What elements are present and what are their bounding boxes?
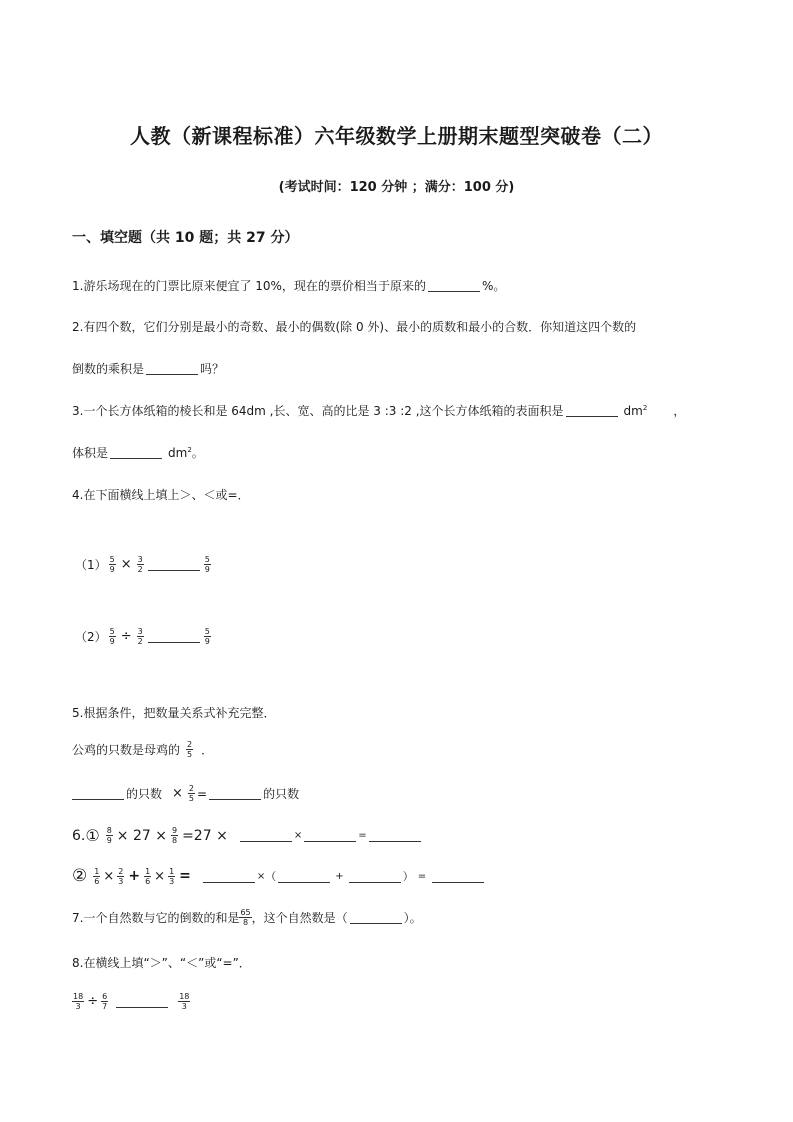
q5-text: 5.根据条件，把数量关系式补充完整．: [72, 706, 276, 720]
divide-sign: ÷: [87, 994, 99, 1009]
fraction: $\frac{18}{3}$: [73, 992, 84, 1011]
q7-answer-blank[interactable]: [350, 911, 402, 924]
multiply-sign: ×: [120, 557, 132, 572]
q3-unit-2: $dm^2$: [168, 445, 192, 460]
fraction: $\frac{3}{2}$: [137, 627, 143, 646]
fraction: $\frac{2}{5}$: [187, 740, 193, 759]
plus-sign: +: [128, 868, 141, 884]
question-1: [72, 277, 505, 294]
question-3-line-1: [72, 402, 685, 419]
multiply-sign: ×: [103, 868, 115, 884]
q3-text-2: 体积是: [72, 446, 109, 460]
question-3-line-2: [72, 444, 204, 461]
q6-expr-2: =27 ×: [182, 827, 228, 844]
q4-item-2-blank[interactable]: [148, 630, 200, 643]
multiply-sign: ×: [172, 786, 183, 801]
question-8-expression: [72, 992, 190, 1011]
q5-relation-end: 的只数: [263, 787, 300, 801]
q7-text-2: ，这个自然数是（: [251, 911, 348, 925]
page-title: 人教（新课程标准）六年级数学上册期末题型突破卷（二）: [130, 124, 663, 148]
fraction: $\frac{8}{9}$: [106, 826, 112, 845]
question-5-condition: [72, 740, 213, 759]
q4-item-1-label: （1）: [75, 558, 107, 572]
q6-p2-blank-1[interactable]: [203, 870, 255, 883]
question-2-line-1: [72, 318, 636, 335]
question-8-prompt: [72, 954, 251, 971]
q2-text-2: 倒数的乘积是: [72, 362, 145, 376]
q1-suffix: %。: [481, 279, 506, 293]
question-6-part-2: [72, 866, 486, 886]
q6-p1-blank-3[interactable]: [369, 829, 421, 842]
q5-condition-text: 公鸡的只数是母鸡的: [72, 743, 181, 757]
exam-info: (考试时间：120 分钟 ；满分：100 分): [278, 180, 515, 195]
q6-p2-blank-4[interactable]: [432, 870, 484, 883]
q4-item-2-label: （2）: [75, 630, 107, 644]
fraction: $\frac{65}{8}$: [240, 908, 251, 927]
equals-sign: =: [179, 868, 191, 884]
question-5-prompt: [72, 704, 275, 721]
question-4-prompt: [72, 486, 250, 503]
q1-text: 1.游乐场现在的门票比原来便宜了 10%，现在的票价相当于原来的: [72, 279, 426, 293]
q7-text: 7.一个自然数与它的倒数的和是: [72, 911, 240, 925]
divide-sign: ÷: [120, 629, 132, 644]
equals-sign: =: [417, 870, 427, 882]
q4-item-1-blank[interactable]: [148, 558, 200, 571]
q5-relation-text: 的只数: [126, 787, 163, 801]
fraction: $\frac{5}{9}$: [204, 627, 210, 646]
fraction: $\frac{18}{3}$: [179, 992, 190, 1011]
fraction: $\frac{2}{5}$: [188, 784, 195, 803]
fraction: $\frac{3}{2}$: [137, 555, 143, 574]
q6-p2-blank-2[interactable]: [278, 870, 330, 883]
times-sign: ×: [256, 870, 266, 882]
q2-answer-blank[interactable]: [146, 362, 198, 375]
fraction: $\frac{5}{9}$: [204, 555, 210, 574]
q3-comma: ，: [673, 404, 686, 418]
fraction: $\frac{1}{6}$: [94, 866, 100, 886]
question-4-item-2: [75, 627, 213, 646]
q5-blank-2[interactable]: [209, 787, 261, 800]
question-5-relation: [72, 784, 299, 803]
q6-part-1-marker: ①: [85, 826, 100, 845]
section-heading-fill-in: 一、填空题（共 10 题；共 27 分）: [72, 230, 299, 246]
right-paren: ）: [402, 870, 414, 883]
question-7: [72, 908, 422, 927]
fraction: $\frac{1}{6}$: [145, 866, 151, 886]
times-sign: ×: [293, 830, 303, 841]
q5-blank-1[interactable]: [72, 787, 124, 800]
q3-suffix: 。: [191, 446, 204, 460]
q3-text: 3.一个长方体纸箱的棱长和是 64dm ,长、宽、高的比是 3 :3 :2 ,这个长方体纸箱的表面积是: [72, 404, 564, 418]
q3-volume-blank[interactable]: [110, 446, 162, 459]
equals-sign: =: [358, 830, 367, 841]
q1-answer-blank[interactable]: [428, 279, 480, 292]
q6-p1-blank-1[interactable]: [240, 829, 292, 842]
q6-label: 6.: [72, 827, 86, 844]
q2-text: 2.有四个数，它们分别是最小的奇数、最小的偶数(除 0 外)、最小的质数和最小的合数．你知道这四个数的: [72, 320, 637, 334]
fraction: $\frac{9}{8}$: [171, 826, 178, 845]
q8-text: 8.在横线上填“＞”、“＜”或“=”．: [72, 956, 251, 970]
fraction: $\frac{6}{7}$: [102, 992, 108, 1011]
q6-p1-blank-2[interactable]: [304, 829, 356, 842]
multiply-sign: ×: [154, 868, 166, 884]
left-paren: （: [265, 870, 277, 883]
fraction: $\frac{5}{9}$: [109, 627, 115, 646]
question-2-line-2: [72, 360, 224, 377]
plus-sign: +: [335, 870, 344, 882]
fraction: $\frac{2}{3}$: [118, 866, 124, 886]
fraction: $\frac{1}{3}$: [169, 866, 175, 886]
q6-expr-1: × 27 ×: [116, 827, 167, 844]
q6-part-2-marker: ②: [72, 866, 88, 886]
fraction: $\frac{5}{9}$: [109, 555, 115, 574]
question-4-item-1: [75, 555, 213, 574]
q7-suffix: ）。: [403, 911, 422, 925]
q3-surface-area-blank[interactable]: [566, 404, 618, 417]
question-6-part-1: [72, 826, 423, 845]
q3-unit-1: $dm^2$: [623, 403, 648, 418]
q4-text: 4.在下面横线上填上＞、＜或=．: [72, 488, 250, 502]
q8-answer-blank[interactable]: [116, 995, 168, 1008]
q2-suffix: 吗？: [200, 362, 225, 376]
q5-condition-suffix: ．: [201, 743, 214, 757]
equals-sign: =: [197, 786, 208, 801]
q6-p2-blank-3[interactable]: [349, 870, 401, 883]
